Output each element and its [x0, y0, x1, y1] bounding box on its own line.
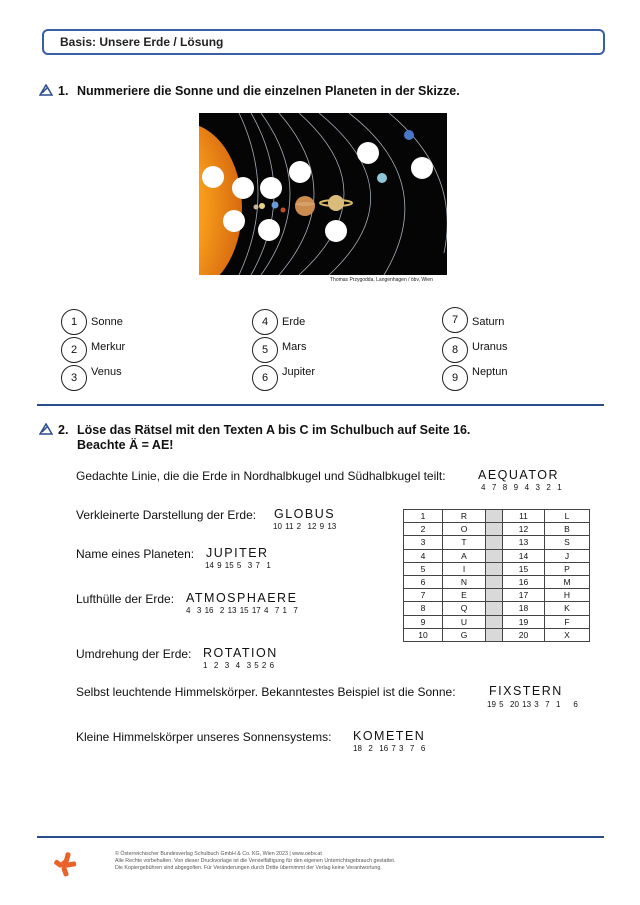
key-number-cell: 16 [503, 575, 545, 588]
question-2: Verkleinerte Darstellung der Erde: [76, 508, 257, 522]
key-letter-cell: U [443, 615, 486, 628]
key-gap-cell [486, 628, 503, 641]
publisher-logo-icon [52, 851, 78, 877]
key-gap-cell [486, 562, 503, 575]
legend-number-2: 2 [61, 337, 87, 363]
key-letter-cell: J [545, 549, 590, 562]
key-number-cell: 10 [404, 628, 443, 641]
legend-number-5: 5 [252, 337, 278, 363]
key-table-row [404, 575, 590, 588]
answer-1: AEQUATOR [478, 468, 559, 482]
image-credit: Thomas Przygodda, Langenhagen / öbv, Wien [330, 277, 433, 283]
key-letter-cell: Q [443, 602, 486, 615]
key-number-cell: 20 [503, 628, 545, 641]
legend-number-4: 4 [252, 309, 278, 335]
footer-divider [37, 836, 604, 838]
key-number-cell: 15 [503, 562, 545, 575]
question-3: Name eines Planeten: [76, 547, 195, 561]
key-number-cell: 6 [404, 575, 443, 588]
header-box [42, 29, 605, 55]
answer-6: FIXSTERN [489, 684, 563, 698]
legend-label-jupiter: Jupiter [282, 366, 316, 378]
letter-key-table [403, 509, 590, 642]
key-table-row [404, 589, 590, 602]
key-number-cell: 9 [404, 615, 443, 628]
key-letter-cell: T [443, 536, 486, 549]
task2-text-line1: Löse das Rätsel mit den Texten A bis C im Schulbuch auf Seite 16. [77, 423, 471, 437]
answer-numbers-3: 14 9 15 5 3 7 1 [205, 561, 271, 570]
question-7: Kleine Himmelskörper unseres Sonnensystems: [76, 730, 332, 744]
legend-label-uranus: Uranus [472, 341, 508, 353]
answer-numbers-1: 4 7 8 9 4 3 2 1 [481, 483, 562, 492]
legend-number-3: 3 [61, 365, 87, 391]
key-number-cell: 13 [503, 536, 545, 549]
key-letter-cell: N [443, 575, 486, 588]
legend-number-7: 7 [442, 307, 468, 333]
legend-label-mars: Mars [282, 341, 307, 353]
answer-numbers-5: 1 2 3 4 3 5 2 6 [203, 661, 275, 670]
task2-number: 2. [58, 423, 69, 437]
key-letter-cell: E [443, 589, 486, 602]
question-1: Gedachte Linie, die die Erde in Nordhalbkugel und Südhalbkugel teilt: [76, 469, 446, 483]
key-gap-cell [486, 575, 503, 588]
answer-5: ROTATION [203, 646, 278, 660]
key-letter-cell: L [545, 510, 590, 523]
key-letter-cell: O [443, 523, 486, 536]
key-gap-cell [486, 602, 503, 615]
legend-label-venus: Venus [91, 366, 122, 378]
answer-numbers-4: 4 3 16 2 13 15 17 4 7 1 7 [186, 606, 298, 615]
legend-number-6: 6 [252, 365, 278, 391]
legend-number-8: 8 [442, 337, 468, 363]
legend-label-saturn: Saturn [472, 316, 505, 328]
key-letter-cell: F [545, 615, 590, 628]
key-number-cell: 7 [404, 589, 443, 602]
key-table-row [404, 615, 590, 628]
task2-text-line2: Beachte Ä = AE! [77, 438, 174, 452]
key-number-cell: 14 [503, 549, 545, 562]
solar-system-image [199, 113, 447, 275]
key-table-row [404, 510, 590, 523]
legend-label-erde: Erde [282, 316, 306, 328]
key-number-cell: 18 [503, 602, 545, 615]
key-number-cell: 12 [503, 523, 545, 536]
key-table-row [404, 602, 590, 615]
key-gap-cell [486, 549, 503, 562]
key-table-row [404, 562, 590, 575]
question-5: Umdrehung der Erde: [76, 647, 192, 661]
section-divider [37, 404, 604, 406]
key-number-cell: 1 [404, 510, 443, 523]
footer-line-3: Die Kopiergebühren sind abgegolten. Für Veränderungen durch Dritte übernimmt der Verlag keine Verantwortung. [115, 865, 382, 871]
key-letter-cell: X [545, 628, 590, 641]
legend-number-1: 1 [61, 309, 87, 335]
key-letter-cell: G [443, 628, 486, 641]
answer-7: KOMETEN [353, 729, 426, 743]
key-letter-cell: R [443, 510, 486, 523]
task-pen-icon [39, 423, 53, 435]
task1-text: Nummeriere die Sonne und die einzelnen Planeten in der Skizze. [77, 84, 460, 98]
answer-numbers-7: 18 2 16 7 3 7 6 [353, 744, 426, 753]
footer-line-2: Alle Rechte vorbehalten. Von dieser Druckvorlage ist die Vervielfältigung für den eigenen Unterrichtsgebrauch gestattet. [115, 858, 396, 864]
key-letter-cell: A [443, 549, 486, 562]
key-gap-cell [486, 615, 503, 628]
key-number-cell: 4 [404, 549, 443, 562]
footer-copyright [115, 851, 395, 872]
key-number-cell: 19 [503, 615, 545, 628]
answer-3: JUPITER [206, 546, 269, 560]
key-table-row [404, 549, 590, 562]
answer-numbers-6: 19 5 20 13 3 7 1 6 [487, 700, 578, 709]
key-table-row [404, 523, 590, 536]
key-number-cell: 17 [503, 589, 545, 602]
page-title: Basis: Unsere Erde / Lösung [60, 35, 224, 49]
legend-number-9: 9 [442, 365, 468, 391]
question-6: Selbst leuchtende Himmelskörper. Bekanntestes Beispiel ist die Sonne: [76, 685, 456, 699]
answer-4: ATMOSPHAERE [186, 591, 298, 605]
key-gap-cell [486, 589, 503, 602]
question-4: Lufthülle der Erde: [76, 592, 175, 606]
key-gap-cell [486, 510, 503, 523]
key-gap-cell [486, 523, 503, 536]
key-letter-cell: M [545, 575, 590, 588]
key-gap-cell [486, 536, 503, 549]
legend-label-neptun: Neptun [472, 366, 508, 378]
legend-label-merkur: Merkur [91, 341, 126, 353]
key-number-cell: 5 [404, 562, 443, 575]
answer-2: GLOBUS [274, 507, 336, 521]
task-pen-icon [39, 84, 53, 96]
key-letter-cell: K [545, 602, 590, 615]
answer-numbers-2: 10 11 2 12 9 13 [273, 522, 337, 531]
key-number-cell: 11 [503, 510, 545, 523]
key-table-row [404, 628, 590, 641]
key-number-cell: 3 [404, 536, 443, 549]
footer-line-1: © Österreichischer Bundesverlag Schulbuch GmbH & Co. KG, Wien 2023 | www.oebv.at [115, 851, 322, 857]
task1-number: 1. [58, 84, 69, 98]
key-letter-cell: P [545, 562, 590, 575]
key-letter-cell: S [545, 536, 590, 549]
key-letter-cell: B [545, 523, 590, 536]
key-letter-cell: I [443, 562, 486, 575]
key-number-cell: 8 [404, 602, 443, 615]
key-number-cell: 2 [404, 523, 443, 536]
key-table-row [404, 536, 590, 549]
legend-label-sonne: Sonne [91, 316, 123, 328]
key-letter-cell: H [545, 589, 590, 602]
